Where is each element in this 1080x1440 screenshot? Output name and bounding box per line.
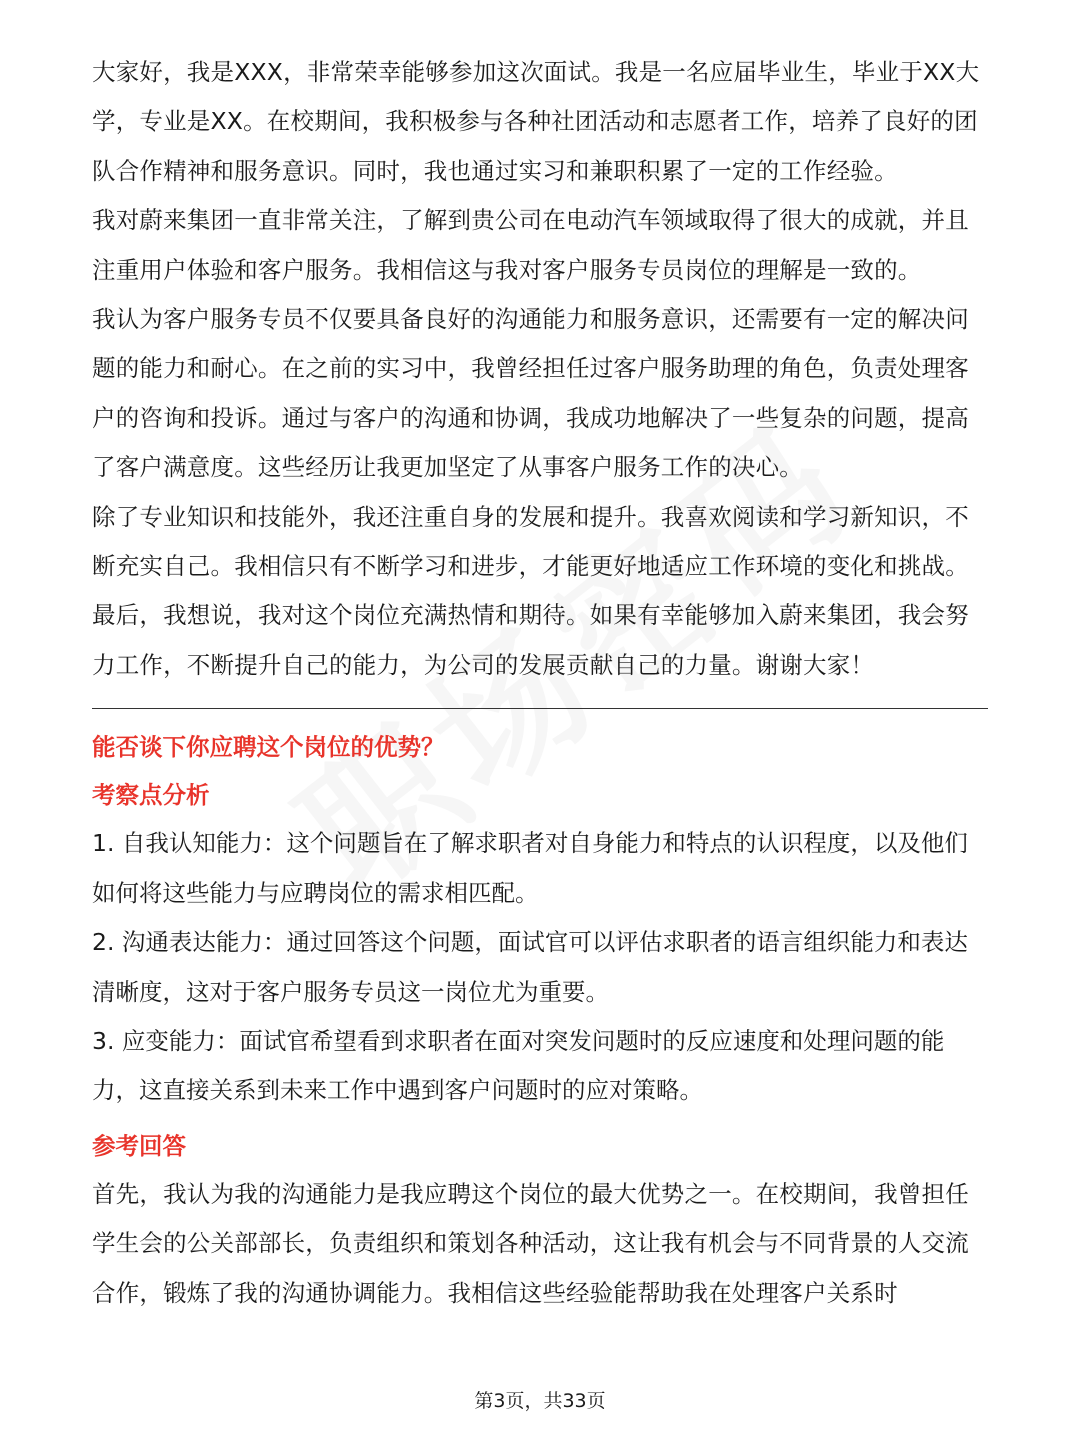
page-number: 第3页，共33页	[474, 1390, 606, 1412]
analysis-item-2: 2. 沟通表达能力：通过回答这个问题，面试官可以评估求职者的语言组织能力和表达清晰度，这对于客户服务专员这一岗位尤为重要。	[92, 928, 968, 1006]
analysis-item-1: 1. 自我认知能力：这个问题旨在了解求职者对自身能力和特点的认识程度，以及他们如何将这些能力与应聘岗位的需求相匹配。	[92, 829, 968, 907]
analysis-item-3: 3. 应变能力：面试官希望看到求职者在面对突发问题时的反应速度和处理问题的能力，这直接关系到未来工作中遇到客户问题时的应对策略。	[92, 1026, 945, 1105]
intro-paragraph-2: 我对蔚来集团一直非常关注，了解到贵公司在电动汽车领域取得了很大的成就，并且注重用户体验和客户服务。我相信这与我对客户服务专员岗位的理解是一致的。	[92, 206, 969, 284]
section-divider	[92, 708, 988, 709]
intro-paragraph-1: 大家好，我是XXX，非常荣幸能够参加这次面试。我是一名应届毕业生，毕业于XX大学，专业是XX。在校期间，我积极参与各种社团活动和志愿者工作，培养了良好的团队合作精神和服务意识。同时，我也通过实习和兼职积累了一定的工作经验。	[92, 58, 980, 185]
analysis-heading: 考察点分析	[92, 781, 210, 810]
answer-heading: 参考回答	[92, 1131, 186, 1160]
intro-paragraph-5: 最后，我想说，我对这个岗位充满热情和期待。如果有幸能够加入蔚来集团，我会努力工作，不断提升自己的能力，为公司的发展贡献自己的力量。谢谢大家！	[92, 601, 969, 679]
document-page	[92, 48, 988, 1318]
answer-paragraph: 首先，我认为我的沟通能力是我应聘这个岗位的最大优势之一。在校期间，我曾担任学生会的公关部部长，负责组织和策划各种活动，这让我有机会与不同背景的人交流合作，锻炼了我的沟通协调能力。我相信这些经验能帮助我在处理客户关系时	[92, 1179, 969, 1307]
question-heading: 能否谈下你应聘这个岗位的优势？	[92, 733, 445, 762]
intro-paragraph-4: 除了专业知识和技能外，我还注重自身的发展和提升。我喜欢阅读和学习新知识，不断充实自己。我相信只有不断学习和进步，才能更好地适应工作环境的变化和挑战。	[92, 502, 969, 581]
intro-paragraph-3: 我认为客户服务专员不仅要具备良好的沟通能力和服务意识，还需要有一定的解决问题的能力和耐心。在之前的实习中，我曾经担任过客户服务助理的角色，负责处理客户的咨询和投诉。通过与客户的沟通和协调，我成功地解决了一些复杂的问题，提高了客户满意度。这些经历让我更加坚定了从事客户服务工作的决心。	[92, 305, 969, 482]
